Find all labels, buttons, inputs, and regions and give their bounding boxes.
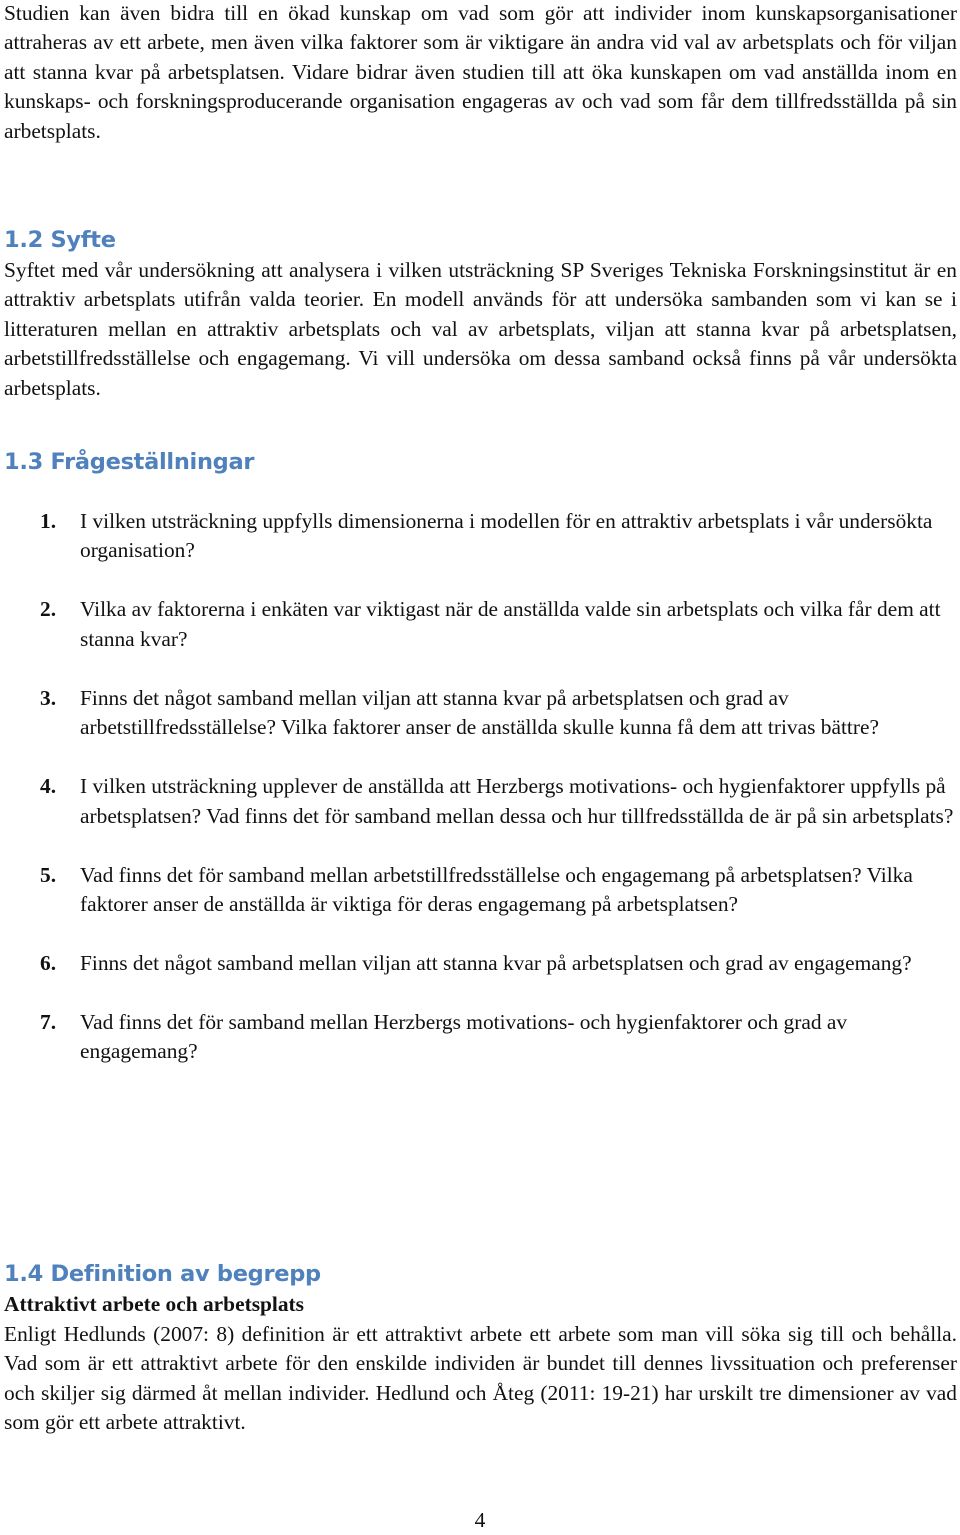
list-item-number: 2. bbox=[40, 597, 57, 622]
list-item-text: Vilka av faktorerna i enkäten var viktigast när de anställda valde sin arbetsplats och vilka får dem att stanna kvar? bbox=[80, 597, 941, 651]
list-item-text: I vilken utsträckning upplever de anställda att Herzbergs motivations- och hygienfaktorer uppfylls på arbetsplatsen? Vad finns det för samband mellan dessa och hur tillfredsställda de är på sin arbetsplats? bbox=[80, 774, 954, 828]
list-item-text: Finns det något samband mellan viljan att stanna kvar på arbetsplatsen och grad av engagemang? bbox=[80, 951, 912, 976]
page-number: 4 bbox=[474, 1508, 486, 1532]
list-item-number: 5. bbox=[40, 862, 57, 887]
syfte-paragraph: Syftet med vår undersökning att analysera i vilken utsträckning SP Sveriges Tekniska Forskningsinstitut är en attraktiv arbetsplats utifrån valda teorier. En modell används för att undersöka sambanden som vi kan se i litteraturen mellan en attraktiv arbetsplats och val av arbetsplats, viljan att stanna kvar på arbetsplatsen, arbetstillfredsställelse och engagemang. Vi vill undersöka om dessa samband också finns på vår undersökta arbetsplats. bbox=[4, 258, 957, 400]
list-item bbox=[4, 949, 957, 978]
list-item-number: 6. bbox=[40, 951, 57, 976]
list-item-number: 3. bbox=[40, 685, 57, 710]
list-item-number: 4. bbox=[40, 774, 57, 799]
list-item bbox=[4, 507, 957, 566]
list-item-text: I vilken utsträckning uppfylls dimensionerna i modellen för en attraktiv arbetsplats i vår undersökta organisation? bbox=[80, 509, 933, 563]
list-item bbox=[4, 1008, 957, 1067]
list-item bbox=[4, 861, 957, 920]
list-item-number: 1. bbox=[40, 509, 57, 533]
list-item bbox=[4, 595, 957, 654]
intro-paragraph: Studien kan även bidra till en ökad kunskap om vad som gör att individer inom kunskapsorganisationer attraheras av ett arbete, men även vilka faktorer som är viktigare än andra vid val av arbetsplats och för viljan att stanna kvar på arbetsplatsen. Vidare bidrar även studien till att öka kunskapen om vad anställda inom en kunskaps- och forskningsproducerande organisation engageras av och vad som får dem tillfredsställda på sin arbetsplats. bbox=[4, 1, 957, 143]
section-heading-fragestallningar: 1.3 Frågeställningar bbox=[4, 449, 255, 475]
question-list bbox=[4, 507, 957, 1096]
list-item bbox=[4, 772, 957, 831]
section-heading-syfte: 1.2 Syfte bbox=[4, 227, 116, 253]
list-item-text: Finns det något samband mellan viljan att stanna kvar på arbetsplatsen och grad av arbetstillfredsställelse? Vilka faktorer anser de anställda skulle kunna få dem att trivas bättre? bbox=[80, 685, 879, 740]
list-item bbox=[4, 684, 957, 743]
list-item-text: Vad finns det för samband mellan Herzbergs motivations- och hygienfaktorer och grad av engagemang? bbox=[80, 1010, 848, 1064]
section-heading-definition: 1.4 Definition av begrepp bbox=[4, 1261, 321, 1287]
definition-paragraph: Enligt Hedlunds (2007: 8) definition är ett attraktivt arbete ett arbete som man vill söka sig till och behålla. Vad som är ett attraktivt arbete för den enskilde individen är bundet till dennes livssituation och preferenser och skiljer sig därmed åt mellan individer. Hedlund och Åteg (2011: 19-21) har urskilt tre dimensioner av vad som gör ett arbete attraktivt. bbox=[4, 1322, 957, 1435]
list-item-text: Vad finns det för samband mellan arbetstillfredsställelse och engagemang på arbetsplatsen? Vilka faktorer anser de anställda är viktiga för deras engagemang på arbetsplatsen? bbox=[80, 862, 913, 917]
list-item-number: 7. bbox=[40, 1010, 57, 1035]
subheading-attraktivt-arbete: Attraktivt arbete och arbetsplats bbox=[4, 1292, 305, 1316]
